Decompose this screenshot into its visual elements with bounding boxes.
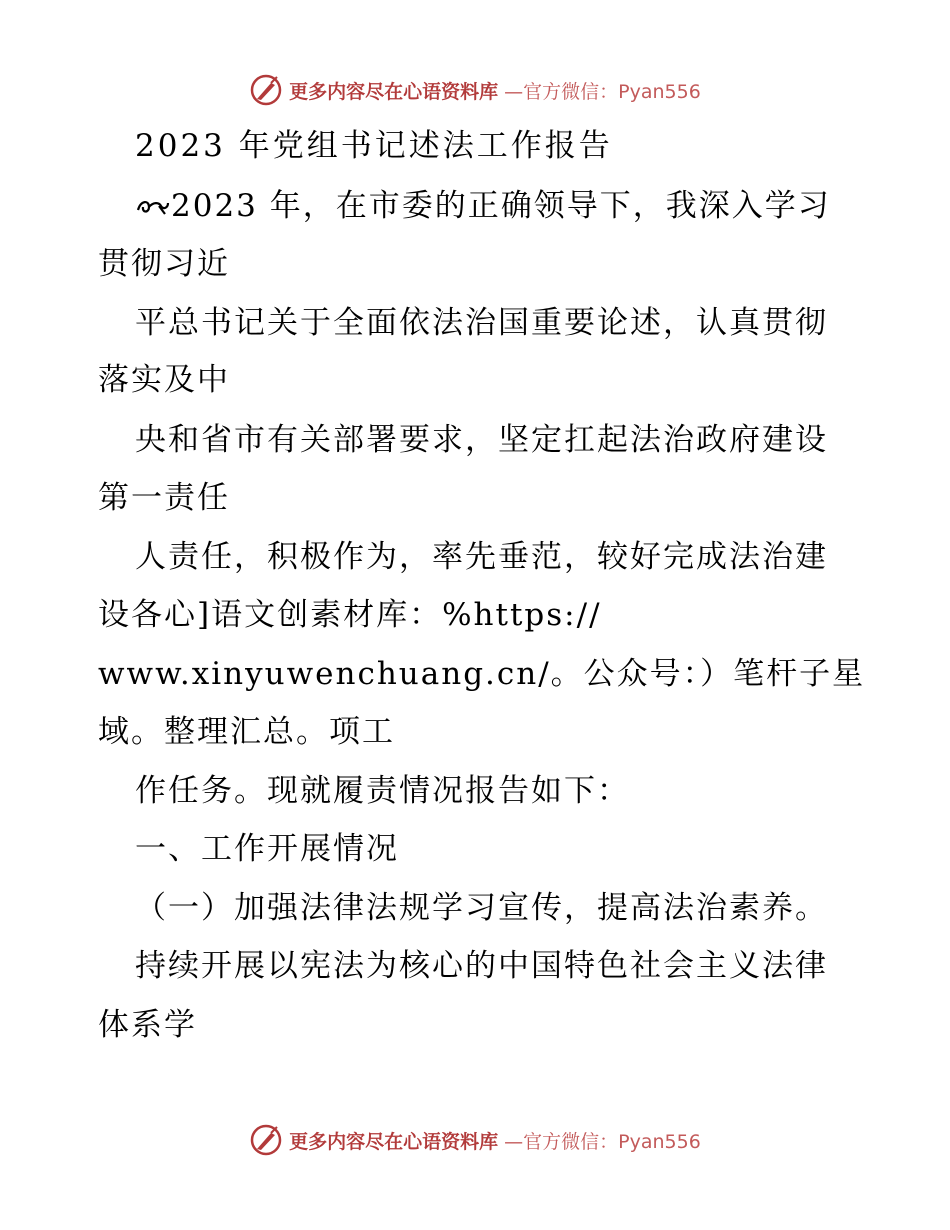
- document-title: 2023 年党组书记述法工作报告: [135, 128, 613, 164]
- quill-pen-logo-icon: [249, 73, 283, 107]
- paragraph-line: 贯彻习近: [98, 246, 230, 282]
- paragraph-line: 落实及中: [98, 362, 230, 398]
- paragraph-line: 平总书记关于全面依法治国重要论述，认真贯彻: [135, 305, 828, 341]
- paragraph-line: 域。整理汇总。项工: [98, 714, 395, 750]
- footer-banner-content: [249, 1123, 701, 1157]
- paragraph-line: 体系学: [98, 1007, 197, 1043]
- section-heading: 一、工作开展情况: [135, 831, 399, 867]
- footer-banner-left-text: 更多内容尽在心语资料库: [289, 1130, 499, 1153]
- flourish-ornament-icon: [135, 192, 171, 220]
- paragraph-line: [135, 186, 831, 226]
- subsection-heading: （一）加强法律法规学习宣传，提高法治素养。: [135, 890, 828, 926]
- paragraph-line: 央和省市有关部署要求，坚定扛起法治政府建设: [135, 422, 828, 458]
- paragraph-line: 作任务。现就履责情况报告如下：: [135, 773, 630, 809]
- paragraph-line: 人责任，积极作为，率先垂范，较好完成法治建: [135, 539, 828, 575]
- paragraph-line: 持续开展以宪法为核心的中国特色社会主义法律: [135, 948, 828, 984]
- header-banner-content: [249, 73, 701, 107]
- paragraph-line: 第一责任: [98, 480, 230, 516]
- paragraph-line-text: 2023 年，在市委的正确领导下，我深入学习: [171, 188, 831, 224]
- header-banner-right-text: —官方微信：Pyan556: [504, 80, 701, 103]
- paragraph-line: www.xinyuwenchuang.cn/。公众号：）笔杆子星: [98, 656, 866, 692]
- header-banner: [0, 70, 950, 110]
- footer-banner: [0, 1120, 950, 1160]
- quill-pen-logo-icon: [249, 1123, 283, 1157]
- paragraph-line: 设各心]语文创素材库：%https://: [98, 597, 602, 633]
- footer-banner-right-text: —官方微信：Pyan556: [504, 1130, 701, 1153]
- header-banner-left-text: 更多内容尽在心语资料库: [289, 80, 499, 103]
